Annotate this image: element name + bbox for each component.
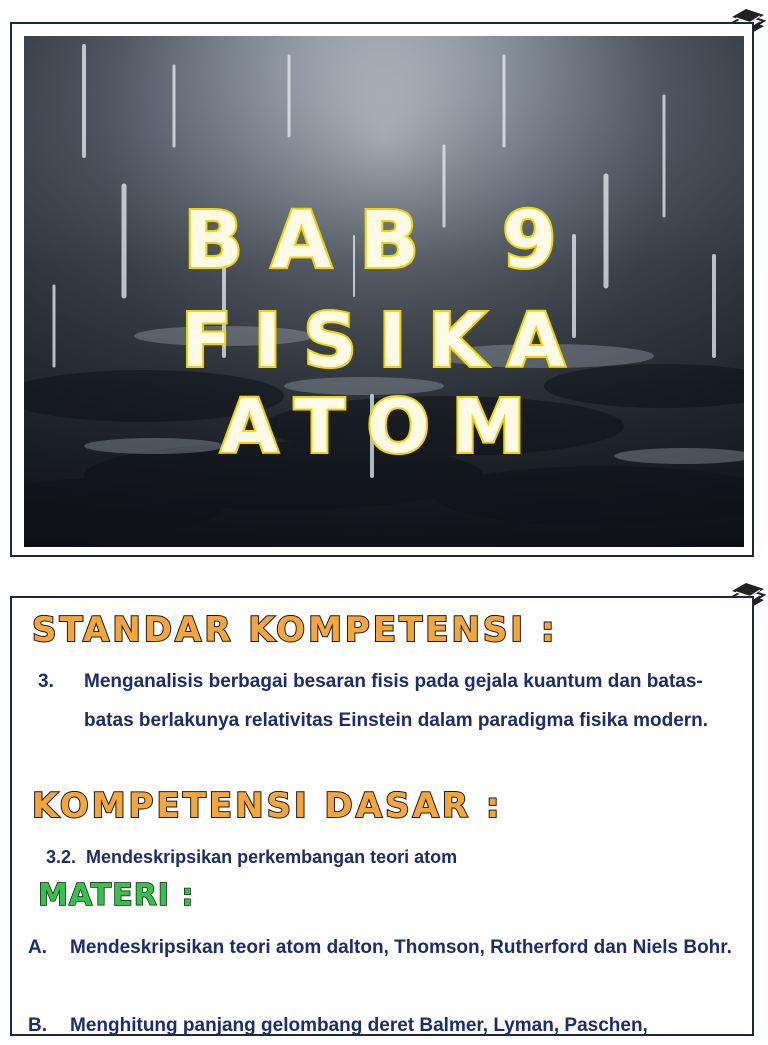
standar-text: Menganalisis berbagai besaran fisis pada gejala kuantum dan batas-batas berlakunya relativitas Einstein dalam paradigma fisika modern.	[84, 671, 709, 731]
chapter-number: BAB 9	[183, 196, 585, 286]
chapter-title: FISIKA ATOM	[181, 298, 587, 470]
kompetensi-text: Mendeskripsikan perkembangan teori atom	[86, 847, 458, 867]
kompetensi-line	[46, 838, 457, 877]
materi-item-letter: B.	[28, 1015, 47, 1036]
competency-slide	[10, 596, 754, 1036]
rain-water-photo	[24, 36, 744, 547]
materi-item-text: Mendeskripsikan teori atom dalton, Thomson, Rutherford dan Niels Bohr.	[70, 937, 732, 958]
standar-kompetensi-heading: STANDAR KOMPETENSI :	[32, 610, 558, 650]
materi-item-text: Menghitung panjang gelombang deret Balmer, Lyman, Paschen,	[70, 1015, 648, 1036]
kompetensi-dasar-heading: KOMPETENSI DASAR :	[32, 786, 503, 826]
kompetensi-number: 3.2.	[46, 847, 77, 867]
title-slide	[10, 22, 754, 557]
materi-heading: MATERI :	[38, 878, 195, 913]
standar-number: 3.	[38, 671, 54, 692]
materi-item-letter: A.	[28, 937, 47, 958]
